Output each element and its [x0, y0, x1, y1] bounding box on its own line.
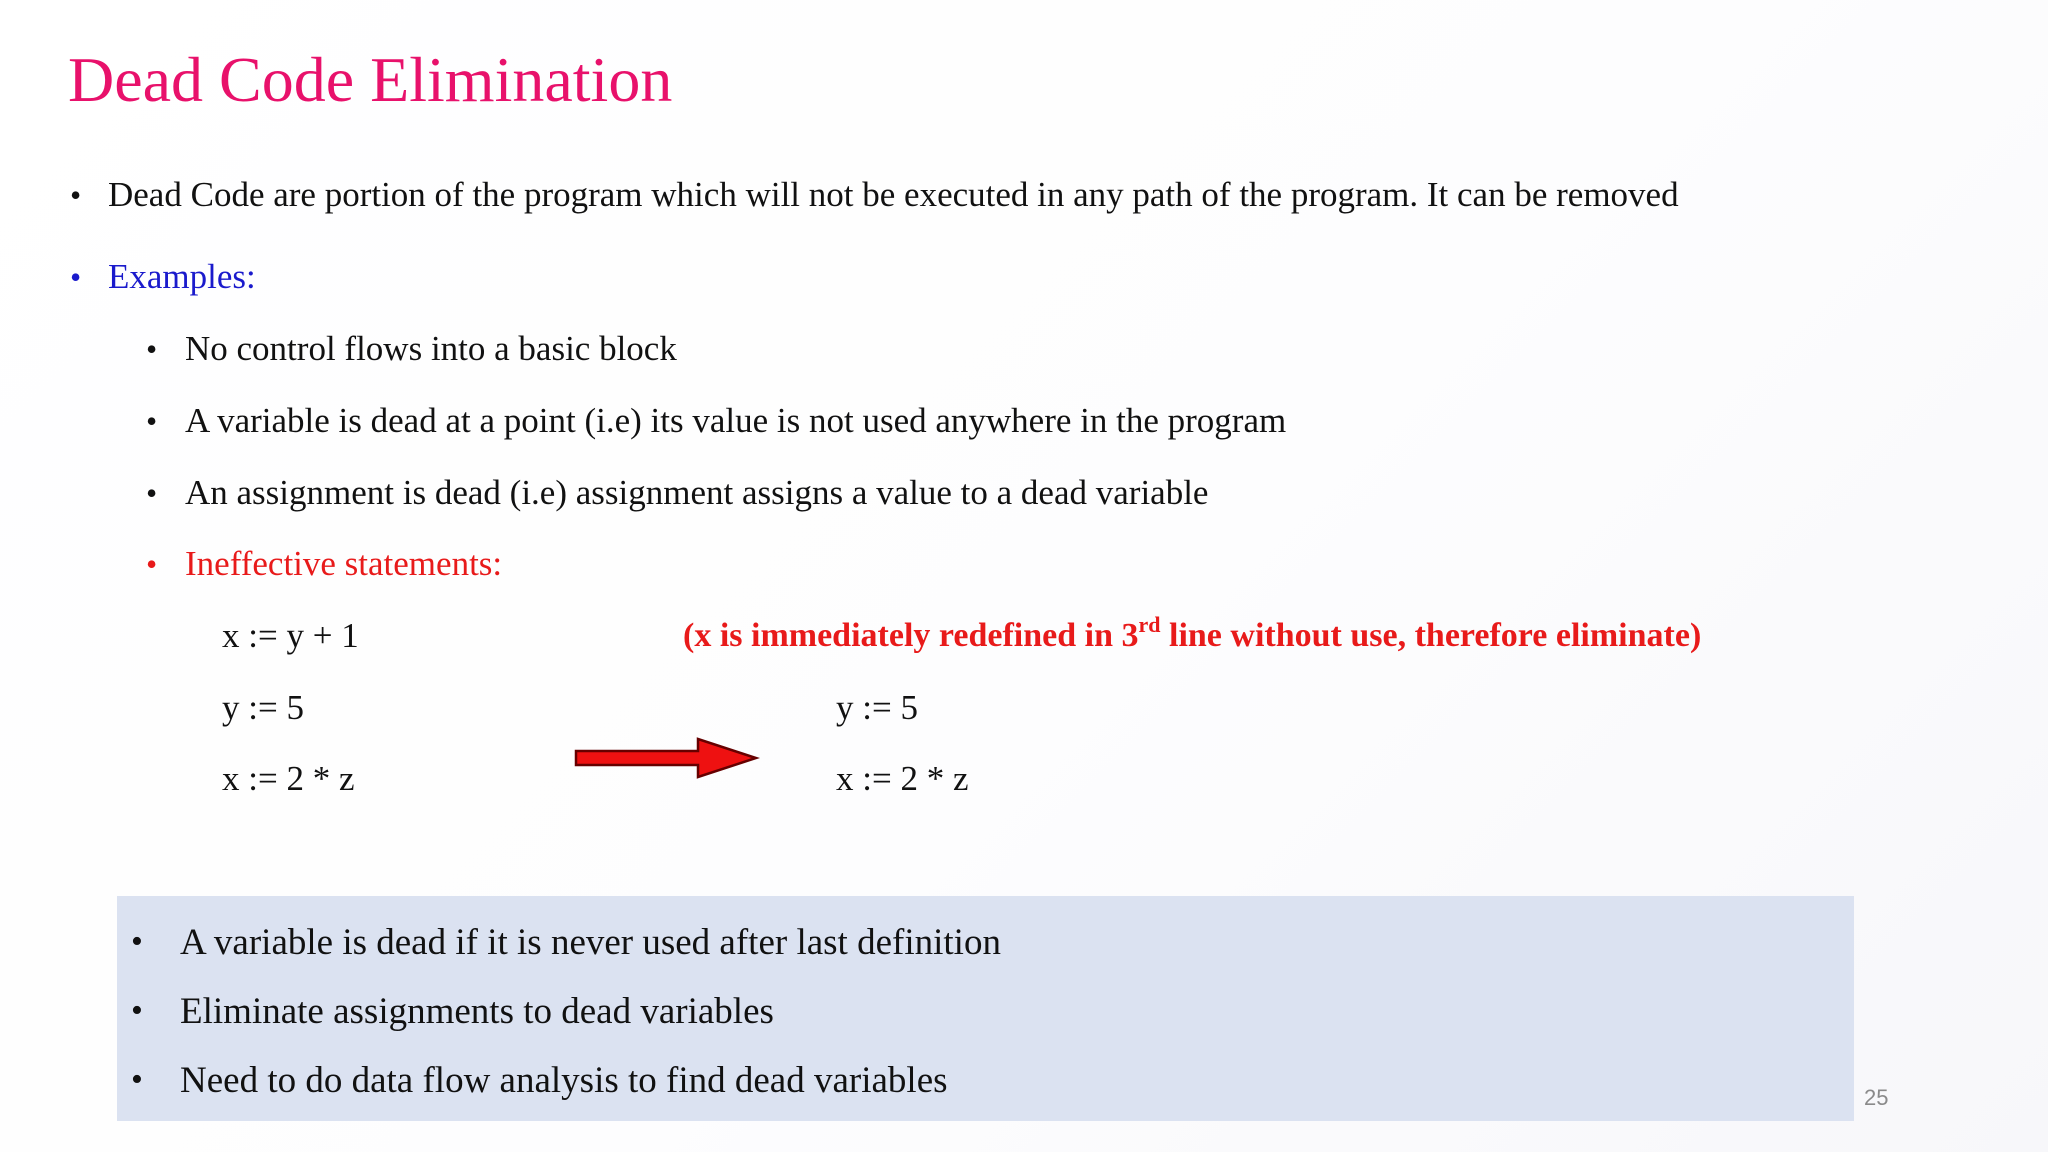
- summary-item: Eliminate assignments to dead variables: [180, 991, 774, 1032]
- bullet-dot: •: [131, 1061, 143, 1098]
- code-after-line: x := 2 * z: [836, 759, 969, 798]
- right-arrow-icon: [574, 736, 760, 780]
- definition-text: Dead Code are portion of the program which will not be executed in any path of the program. It can be removed: [108, 175, 1679, 214]
- bullet-dot: •: [70, 259, 82, 295]
- summary-item: A variable is dead if it is never used after last definition: [180, 922, 1001, 963]
- bullet-dot: •: [146, 546, 158, 582]
- code-before-line: x := y + 1: [222, 616, 359, 655]
- bullet-dot: •: [70, 177, 82, 213]
- bullet-dot: •: [146, 331, 158, 367]
- bullet-dot: •: [146, 403, 158, 439]
- ineffective-label: Ineffective statements:: [185, 544, 503, 583]
- code-note-sup: rd: [1138, 612, 1161, 637]
- code-note-prefix: (x is immediately redefined in 3: [683, 617, 1139, 654]
- code-after-line: y := 5: [836, 688, 918, 727]
- code-note-suffix: line without use, therefore eliminate): [1160, 617, 1702, 654]
- page-number: 25: [1864, 1085, 1889, 1110]
- summary-box: [117, 896, 1854, 1121]
- code-note: [683, 614, 1701, 658]
- summary-item: Need to do data flow analysis to find dead variables: [180, 1060, 948, 1101]
- bullet-dot: •: [146, 475, 158, 511]
- slide-title: Dead Code Elimination: [68, 44, 673, 115]
- code-before-line: x := 2 * z: [222, 759, 355, 798]
- example-item: A variable is dead at a point (i.e) its value is not used anywhere in the program: [185, 401, 1287, 440]
- code-before-line: y := 5: [222, 688, 304, 727]
- example-item: An assignment is dead (i.e) assignment assigns a value to a dead variable: [185, 473, 1209, 512]
- bullet-dot: •: [131, 992, 143, 1029]
- example-item: No control flows into a basic block: [185, 329, 677, 368]
- examples-label: Examples:: [108, 257, 256, 296]
- bullet-dot: •: [131, 923, 143, 960]
